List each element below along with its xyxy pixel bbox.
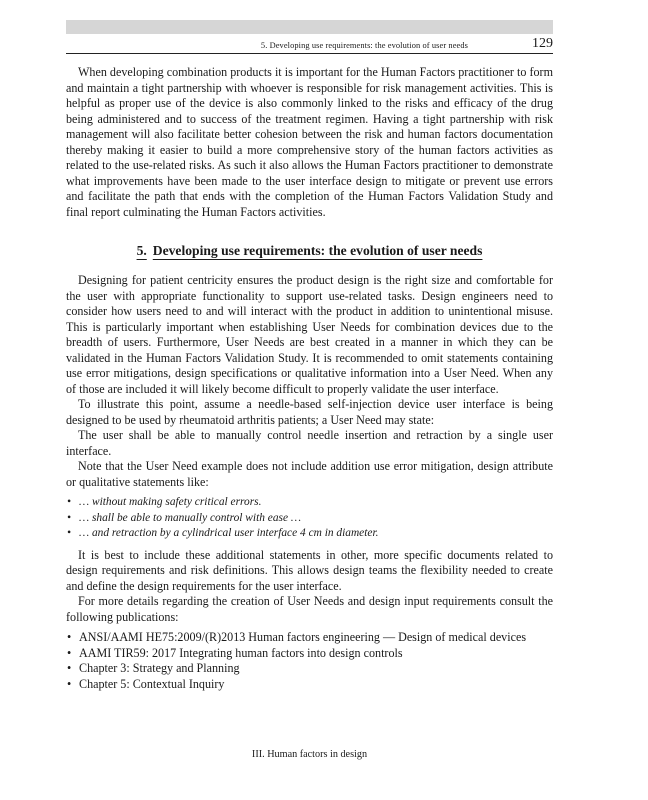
list-item: • … shall be able to manually control with ease … [66,511,553,527]
section-number: 5. [136,243,147,258]
running-head: 5. Developing use requirements: the evolution of user needs [260,41,468,50]
section-heading [66,242,553,260]
page-body [66,65,553,698]
paragraph: It is best to include these additional statements in other, more specific documents related to design requirements and risk definitions. This allows design teams the flexibility needed to create and define the design requirements for the user interface. [66,547,553,593]
publication-list [66,630,553,692]
list-item: • Chapter 3: Strategy and Planning [66,661,553,677]
footer-part-label: III. Human factors in design [251,749,368,760]
section-title: Developing use requirements: the evolution of user needs [152,243,483,258]
page-number: 129 [532,36,553,51]
top-gray-bar [66,20,553,34]
paragraph: Note that the User Need example does not include addition use error mitigation, design attribute or qualitative statements like: [66,459,553,489]
paragraph: For more details regarding the creation of User Needs and design input requirements consult the following publications: [66,594,553,624]
list-item: • … without making safety critical errors. [66,495,553,511]
user-need-statement: The user shall be able to manually control needle insertion and retraction by a single user interface. [66,428,553,458]
paragraph: Designing for patient centricity ensures the product design is the right size and comfortable for the user with appropriate functionality to support use-related tasks. Design engineers need to consider how users need to and will interact with the product in addition to unintentional misuse. This is particularly important when establishing User Needs for combination devices due to the breadth of users. Furthermore, User Needs are best created in a manner in which they can be validated in the Human Factors Validation Study. It is recommended to omit statements containing use error mitigations, design specifications or qualitative information into a User Need. When any of those are included it will likely become difficult to properly validate the user interface. [66,273,553,396]
list-item: • ANSI/AAMI HE75:2009/(R)2013 Human factors engineering — Design of medical devices [66,630,553,646]
intro-paragraph: When developing combination products it is important for the Human Factors practitioner to form and maintain a tight partnership with whoever is responsible for risk management activities. This is helpful as proper use of the device is also commonly linked to the risks and efficacy of the drug being administered and to success of the treatment regimen. Having a tight partnership with risk management will also facilitate better cohesion between the risk and human factors documentation thereby making it easier to build a more comprehensive story of the human factors activities as related to the use-related risks. As such it also allows the Human Factors practitioner to demonstrate what improvements have been made to the user interface design to mitigate or prevent use errors and facilitate the path that ends with the completion of the Human Factors Validation Study and final report culminating the Human Factors activities. [66,65,553,219]
list-item: • … and retraction by a cylindrical user interface 4 cm in diameter. [66,526,553,542]
paragraph: To illustrate this point, assume a needle-based self-injection device user interface is being designed to be used by rheumatoid arthritis patients; a User Need may state: [66,397,553,427]
example-bullet-list [66,495,553,542]
header-rule [66,53,553,54]
list-item: • AAMI TIR59: 2017 Integrating human factors into design controls [66,646,553,662]
list-item: • Chapter 5: Contextual Inquiry [66,677,553,693]
